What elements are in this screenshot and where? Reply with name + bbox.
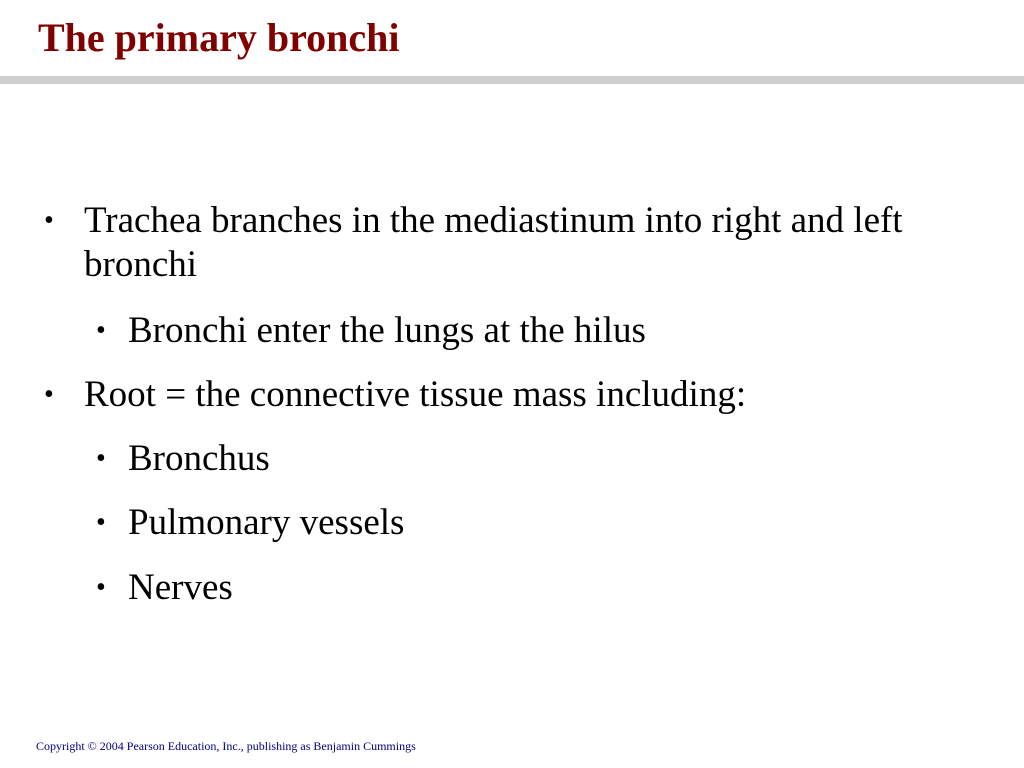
sub-bullet-item bbox=[96, 501, 988, 545]
bullet-item bbox=[44, 373, 984, 417]
bullet-marker: • bbox=[96, 507, 106, 538]
slide-title: The primary bronchi bbox=[38, 15, 400, 60]
sub-bullet-item bbox=[96, 566, 988, 610]
bullet-marker: • bbox=[96, 572, 106, 603]
bullet-text: Bronchus bbox=[128, 438, 270, 479]
bullet-text: Bronchi enter the lungs at the hilus bbox=[128, 310, 646, 351]
bullet-text: Root = the connective tissue mass including: bbox=[84, 374, 747, 415]
bullet-text: Pulmonary vessels bbox=[128, 502, 405, 543]
sub-bullet-item bbox=[96, 437, 988, 481]
bullet-marker: • bbox=[96, 443, 106, 474]
bullet-text: Nerves bbox=[128, 567, 233, 608]
bullet-text: Trachea branches in the mediastinum into right and left bronchi bbox=[84, 200, 903, 285]
bullet-marker: • bbox=[44, 205, 54, 236]
bullet-item bbox=[44, 199, 984, 287]
bullet-marker: • bbox=[96, 315, 106, 346]
title-divider bbox=[0, 76, 1024, 84]
bullet-marker: • bbox=[44, 379, 54, 410]
sub-bullet-item bbox=[96, 309, 988, 353]
copyright-footer: Copyright © 2004 Pearson Education, Inc., publishing as Benjamin Cummings bbox=[36, 739, 416, 753]
